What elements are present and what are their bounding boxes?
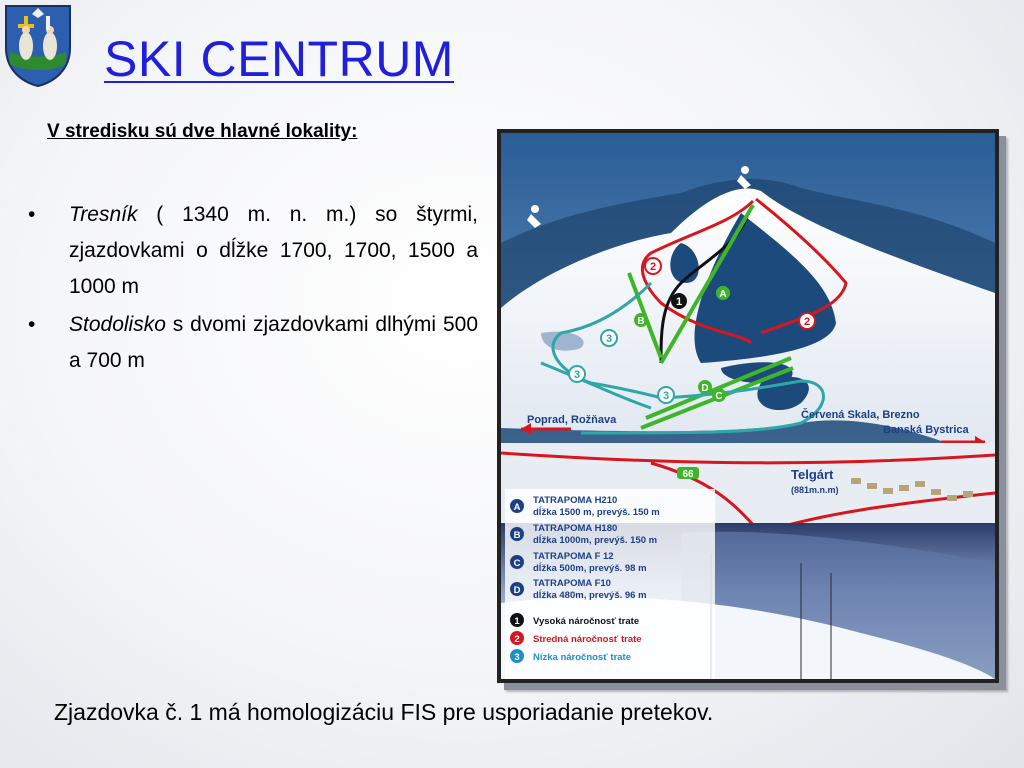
piste-number: 3 [573,369,581,381]
legend-lift-name: TATRAPOMA F 12 [533,551,614,562]
legend-lift-detail: dĺžka 1500 m, prevýš. 150 m [533,507,660,518]
piste-number: 2 [649,261,657,273]
bullet-text: ( 1340 m. n. m.) so štyrmi, zjazdovkami o dĺžke 1700, 1700, 1500 a 1000 m [69,203,478,298]
road-number: 66 [682,469,694,480]
bullet-name: Tresník [69,203,138,226]
legend-lift-letter: B [513,530,521,541]
slide-subtitle: V stredisku sú dve hlavné lokality: [47,121,358,142]
ski-map-illustration [501,133,995,679]
legend-difficulty-number: 1 [514,616,520,627]
bullet-item-stodolisko [28,307,478,379]
legend-lift-name: TATRAPOMA F10 [533,578,611,589]
coat-of-arms-icon [2,2,74,88]
map-label-banska-bystrica: Banská Bystrica [883,424,969,436]
legend-lift-letter: C [513,558,521,569]
bullet-list [28,197,478,381]
bullet-dot-icon: • [28,203,36,226]
piste-number: 1 [675,296,683,308]
legend-lift-letter: D [513,585,521,596]
legend-lift-name: TATRAPOMA H210 [533,495,618,506]
lift-marker: D [701,383,709,394]
legend-difficulty-label: Nízka náročnosť trate [533,652,631,663]
bullet-item-tresnik [28,197,478,305]
legend-lift-name: TATRAPOMA H180 [533,523,618,534]
map-label-cervena-skala: Červená Skala, Brezno [801,409,920,421]
village-altitude: (881m.n.m) [791,485,839,495]
bullet-text: s dvomi zjazdovkami dlhými 500 a 700 m [69,313,478,372]
piste-number: 3 [605,333,613,345]
ski-map [497,129,999,683]
lift-marker: B [637,316,645,327]
lift-marker: A [719,289,727,300]
legend-difficulty-label: Stredná náročnosť trate [533,634,642,645]
legend-lift-letter: A [513,502,521,513]
slide-title: SKI CENTRUM [104,31,454,87]
piste-number: 2 [803,316,811,328]
lift-marker: C [715,391,723,402]
legend-lift-detail: dĺžka 480m, prevýš. 96 m [533,590,647,601]
bullet-name: Stodolisko [69,313,166,336]
village-name: Telgárt [791,467,834,482]
legend-lift-detail: dĺžka 1000m, prevýš. 150 m [533,535,658,546]
map-label-poprad: Poprad, Rožňava [527,414,617,426]
bullet-dot-icon: • [28,313,36,336]
legend-lift-detail: dĺžka 500m, prevýš. 98 m [533,563,647,574]
legend-difficulty-number: 2 [514,634,520,645]
legend-difficulty-number: 3 [514,652,520,663]
legend-difficulty-label: Vysoká náročnosť trate [533,616,640,627]
piste-number: 3 [662,390,670,402]
slide-caption: Zjazdovka č. 1 má homologizáciu FIS pre usporiadanie pretekov. [54,699,714,725]
